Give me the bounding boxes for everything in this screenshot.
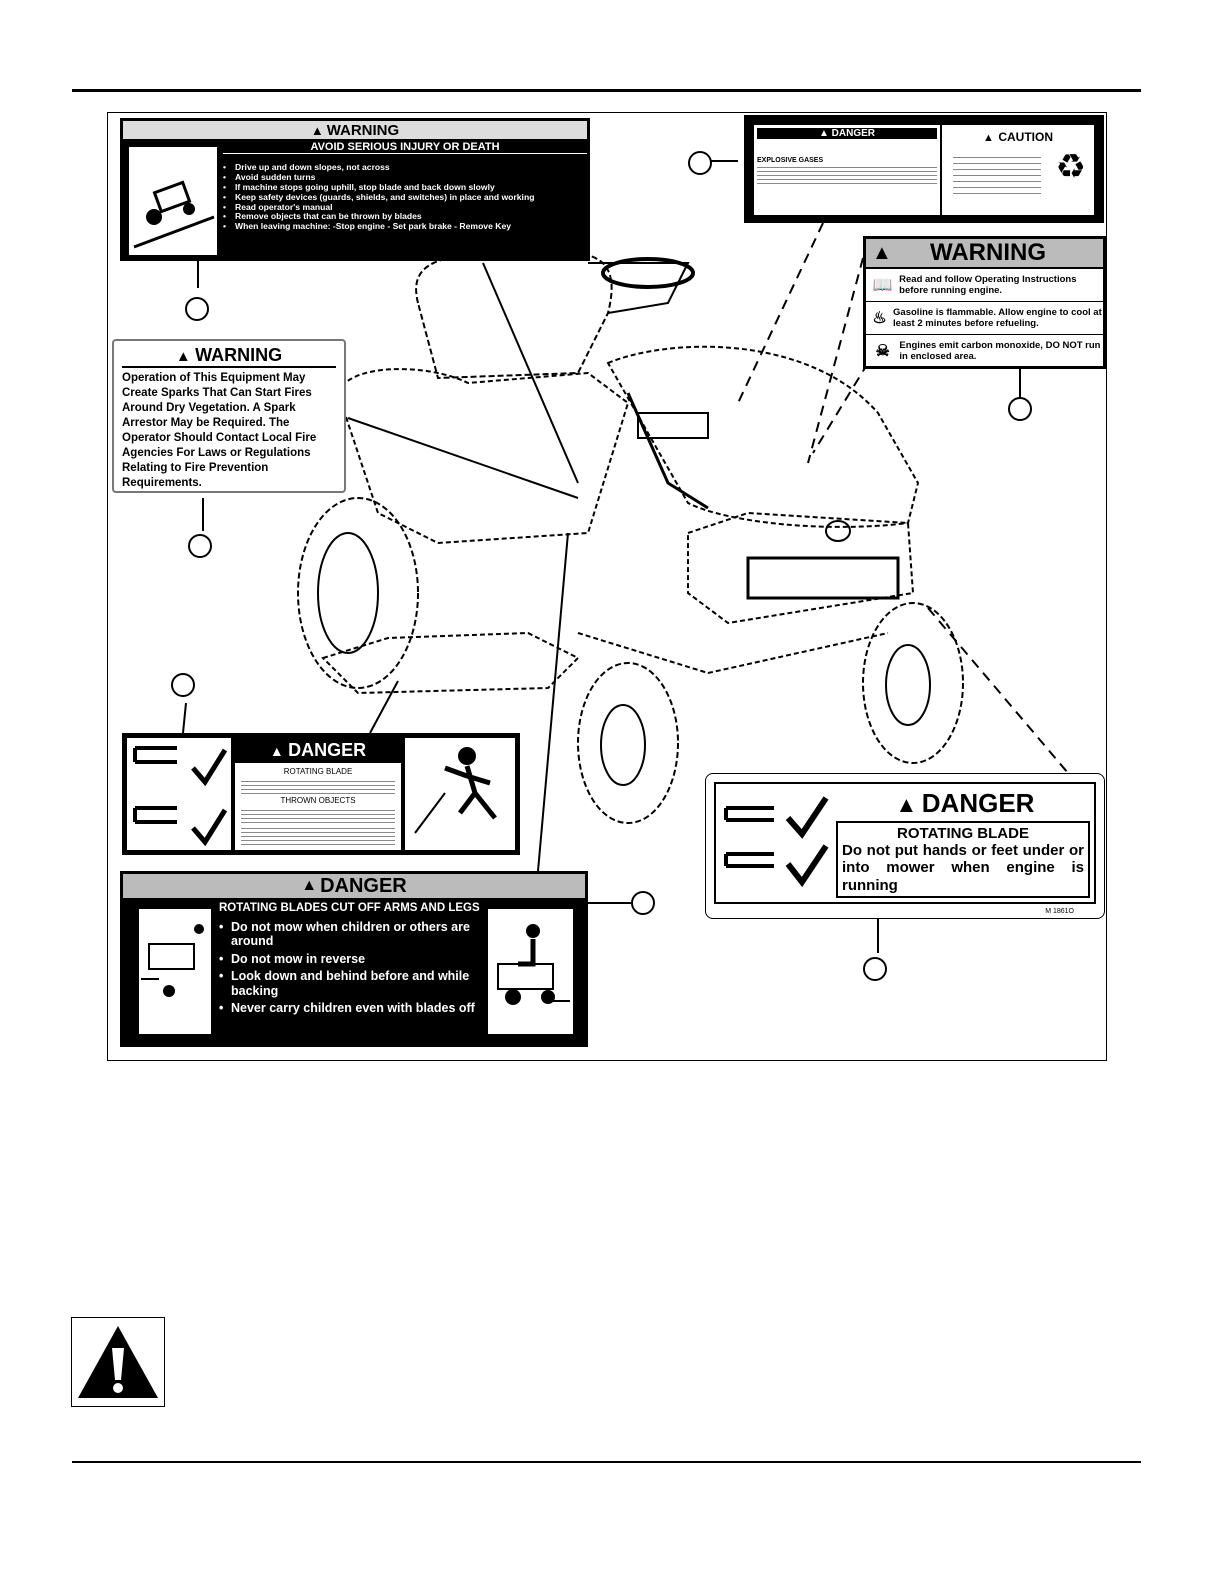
warning-triangle-icon: ▲ (175, 348, 191, 365)
header-rule (72, 89, 1141, 92)
blade-pictogram (127, 738, 231, 850)
mower-child-icon (139, 909, 211, 1034)
list-item: • Never carry children even with blades off (219, 1001, 494, 1015)
decal-text: THROWN OBJECTS (280, 796, 356, 805)
warning-triangle-icon: ▲ (872, 241, 892, 264)
decal-row: Read and follow Operating Instructions before running engine. (899, 273, 1077, 296)
decal-signal: DANGER (831, 128, 876, 139)
warning-triangle-icon: ▲ (310, 122, 324, 138)
danger-decal-rotating-blade (705, 773, 1105, 919)
footer-rule (72, 1461, 1141, 1463)
slope-rollover-icon (129, 147, 217, 255)
warning-decal-slopes (120, 118, 590, 261)
operator-mower-icon (488, 909, 573, 1034)
book-icon: 📖 (872, 277, 893, 294)
decal-signal: DANGER (921, 788, 1035, 818)
decal-body: Operation of This Equipment May Create Sparks That Can Start Fires Around Dry Vegetation. A Spark Arrestor May be Required. The Operator Should Contact Local Fire Agencies For Laws or Regulations Relating to Fire Prevention Requirements. (122, 372, 317, 489)
list-item: • Read operator's manual (223, 203, 581, 213)
fumes-icon: ☠ (875, 343, 890, 360)
person-struck-icon (405, 738, 515, 850)
recycle-icon: ♻ (1055, 148, 1086, 186)
decal-fine-print (953, 152, 1041, 198)
list-item: • Do not mow when children or others are around (219, 920, 494, 949)
thrown-object-pictogram (405, 738, 515, 850)
list-item: • Drive up and down slopes, not across (223, 163, 581, 173)
fire-icon: ♨ (872, 310, 887, 327)
list-item: • Keep safety devices (guards, shields, and switches) in place and working (223, 193, 581, 203)
decal-fine-print (757, 164, 937, 184)
warning-decal-engine (863, 236, 1106, 369)
danger-decal-deck (122, 733, 520, 855)
blade-pictogram (716, 784, 836, 902)
list-item: • Remove objects that can be thrown by blades (223, 212, 581, 222)
hand-blade-icon (127, 738, 231, 850)
warning-list (223, 163, 581, 232)
safety-decal-figure (107, 112, 1107, 1061)
decal-code: M 1861O (1045, 908, 1074, 915)
list-item: • Do not mow in reverse (219, 952, 494, 966)
decal-subtitle: AVOID SERIOUS INJURY OR DEATH (223, 141, 587, 154)
decal-signal: CAUTION (998, 130, 1053, 144)
decal-signal: WARNING (326, 121, 400, 139)
safety-alert-box (71, 1317, 165, 1407)
battery-decal (744, 115, 1104, 223)
warning-decal-fire (112, 339, 346, 493)
warning-triangle-icon: ▲ (269, 743, 284, 759)
danger-decal-children (120, 871, 588, 1047)
decal-heading: ROTATING BLADE (897, 825, 1029, 842)
decal-fine-print (241, 825, 395, 845)
decal-signal: DANGER (288, 740, 367, 760)
child-runover-pictogram (139, 909, 211, 1034)
list-item: • When leaving machine: -Stop engine - Set park brake - Remove Key (223, 222, 581, 232)
decal-text: ROTATING BLADE (283, 767, 353, 776)
slope-pictogram (129, 147, 217, 255)
list-item: • Look down and behind before and while backing (219, 969, 494, 998)
warning-triangle-icon: ▲ (818, 128, 829, 139)
hand-blade-icon (716, 784, 836, 898)
list-item: • Avoid sudden turns (223, 173, 581, 183)
decal-fine-print (241, 778, 395, 794)
safety-alert-icon (72, 1318, 164, 1406)
decal-signal: WARNING (195, 345, 283, 365)
danger-list (219, 920, 494, 1015)
decal-signal: WARNING (930, 239, 1046, 266)
decal-body: Do not put hands or feet under or into mower when engine is running (842, 842, 1084, 894)
operator-pictogram (488, 909, 573, 1034)
list-item: • If machine stops going uphill, stop blade and back down slowly (223, 183, 581, 193)
decal-row: Engines emit carbon monoxide, DO NOT run in enclosed area. (899, 339, 1101, 362)
decal-heading: ROTATING BLADES CUT OFF ARMS AND LEGS (219, 902, 480, 914)
warning-triangle-icon: ▲ (301, 877, 318, 894)
decal-row: Gasoline is flammable. Allow engine to cool at least 2 minutes before refueling. (893, 306, 1102, 329)
decal-signal: DANGER (320, 874, 407, 897)
warning-triangle-icon: ▲ (982, 132, 994, 144)
warning-triangle-icon: ▲ (895, 792, 918, 817)
decal-fine-print (241, 807, 395, 823)
decal-text: EXPLOSIVE GASES (757, 157, 824, 164)
